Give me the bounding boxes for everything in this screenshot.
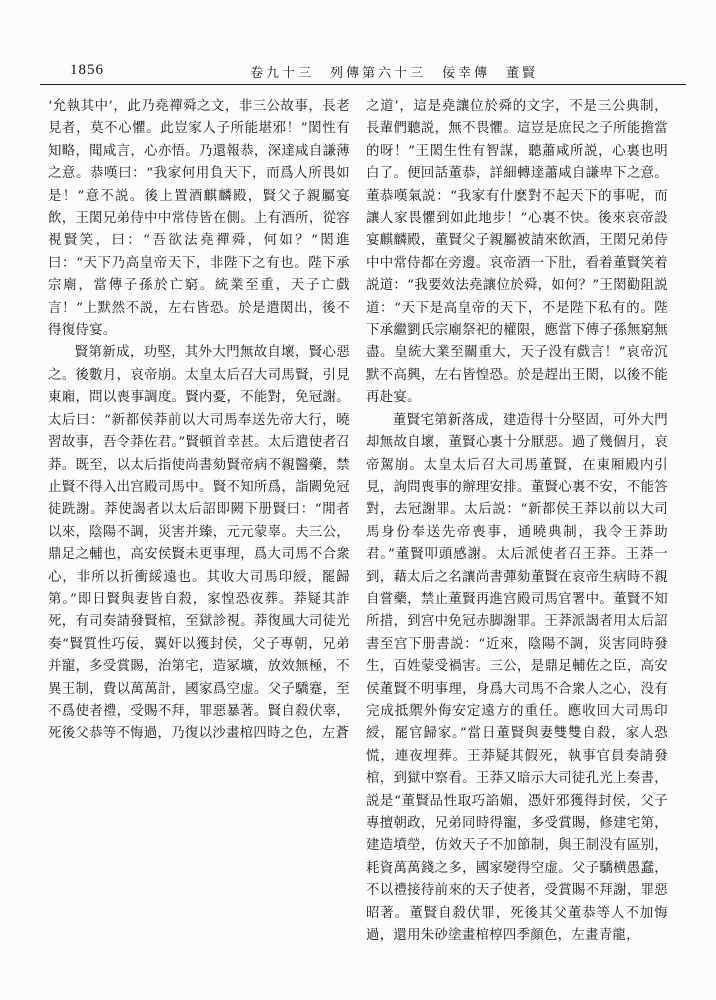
classical-paragraph-2: 賢第新成，功堅，其外大門無故自壞，賢心惡之。後數月，哀帝崩。太皇太后召大司馬賢，引見東廂，問以喪事調度。賢内憂，不能對，免冠謝。太后曰：“新都侯莽前以大司馬奉送先帝大行，曉習故事，吾令莽佐君。”賢頓首幸甚。太后遣使者召莽。既至，以太后指使尚書劾賢帝病不親醫藥，禁止賢不得入出宫殿司馬中。賢不知所爲，詣闕免冠徒跣謝。莽使謁者以太后詔即闕下册賢曰：“閒者以來，陰陽不調，災害并臻，元元蒙辜。夫三公，鼎足之輔也，高安侯賢未更事理，爲大司馬不合衆心，非所以折衝綏遠也。其收大司馬印綬，罷歸第。”即日賢與妻皆自殺，家惶恐夜葬。莽疑其詐死，有司奏請發賢棺，至獄診視。莽復風大司徒光奏“賢質性巧佞，翼奸以獲封侯，父子專朝，兄弟并寵，多受賞賜，治第宅，造冢壙，放效無極，不異王制，費以萬萬計，國家爲空虚。父子驕蹇，至不爲使者禮，受賜不拜，罪惡暴著。賢自殺伏辜，死後父恭等不悔過，乃復以沙畫棺四時之色，左蒼	[48, 345, 350, 742]
translation-text-column	[366, 96, 668, 986]
running-head: 卷九十三 列傳第六十三 佞幸傳 董賢	[250, 66, 539, 81]
page-header	[40, 56, 686, 81]
page-number: 1856	[70, 62, 104, 78]
classical-paragraph-1: ‘允執其中’，此乃堯禪舜之文，非三公故事，長老見者，莫不心懼。此豈家人子所能堪邪！”閎性有知略，聞咸言，心亦悟。乃還報恭，深達咸自謙薄之意。恭嘆曰：“我家何用負天下，而爲人所畏如是！”意不説。後上置酒麒麟殿，賢父子親屬宴飲，王閎兄弟侍中中常侍皆在側。上有酒所，從容視賢笑，曰：“吾欲法堯禪舜，何如？”閎進曰：“天下乃高皇帝天下，非陛下之有也。陛下承宗廟，當傳子孫於亡窮。統業至重，天子亡戲言！”上默然不説，左右皆恐。於是遣閎出，後不得復侍宴。	[48, 99, 350, 339]
translation-paragraph-2: 董賢宅第新落成，建造得十分堅固，可外大門却無故自壞，董賢心裏十分厭惡。過了幾個月，哀帝駕崩。太皇太后召大司馬董賢，在東厢殿内引見，詢問喪事的辦理安排。董賢心裏不安，不能答對，去冠謝罪。太后説：“新都侯王莽以前以大司馬身份奉送先帝喪事，通曉典制，我令王莽助君。”董賢叩頭感謝。太后派使者召王莽。王莽一到，藉太后之名讓尚書彈劾董賢在哀帝生病時不親自嘗藥，禁止董賢再進宫殿司馬官署中。董賢不知所措，到宫中免冠赤脚謝罪。王莽派謁者用太后詔書至宫下册書説：“近來，陰陽不調，災害同時發生，百姓蒙受禍害。三公，是鼎足輔佐之臣，高安侯董賢不明事理，身爲大司馬不合衆人之心，没有完成抵禦外侮安定遠方的重任。應收回大司馬印綬，罷官歸家。”當日董賢與妻雙雙自殺，家人恐慌，連夜埋葬。王莽疑其假死，執事官員奏請發棺，到獄中察看。王莽又暗示大司徒孔光上奏書，説是“董賢品性取巧諂媚，憑奸邪獲得封侯，父子專擅朝政，兄弟同時得寵，多受賞賜，修建宅第，建造墳塋，仿效天子不加節制，與王制没有區别，耗資萬萬錢之多，國家變得空虚。父子驕横愚蠢，不以禮接待前來的天子使者，受賞賜不拜謝，罪惡昭著。董賢自殺伏罪，死後其父董恭等人不加悔過，還用朱砂塗畫棺椁四季顔色，左畫青龍，	[366, 412, 668, 944]
translation-paragraph-1: 之道’，這是堯讓位於舜的文字，不是三公典制，長輩們聽説，無不畏懼。這豈是庶民之子所能擔當的呀！”王閎生性有智謀，聽蕭咸所説，心裏也明白了。便回話董恭，詳細轉達蕭咸自謙卑下之意。董恭嘆氣説：“我家有什麽對不起天下的事呢，而讓人家畏懼到如此地步！”心裏不快。後來哀帝設宴麒麟殿，董賢父子親屬被請來飲酒，王閎兄弟侍中中常侍都在旁邊。哀帝酒一下肚，看着董賢笑着説道：“我要效法堯讓位於舜，如何？”王閎勸阻説道：“天下是高皇帝的天下，不是陛下私有的。陛下承繼劉氏宗廟祭祀的權限，應當下傳子孫無窮無盡。皇統大業至關重大，天子没有戲言！”哀帝沉默不高興，左右皆惶恐。於是趕出王閎，以後不能再赴宴。	[366, 99, 668, 406]
header-rule	[40, 84, 686, 85]
classical-text-column	[48, 96, 350, 986]
